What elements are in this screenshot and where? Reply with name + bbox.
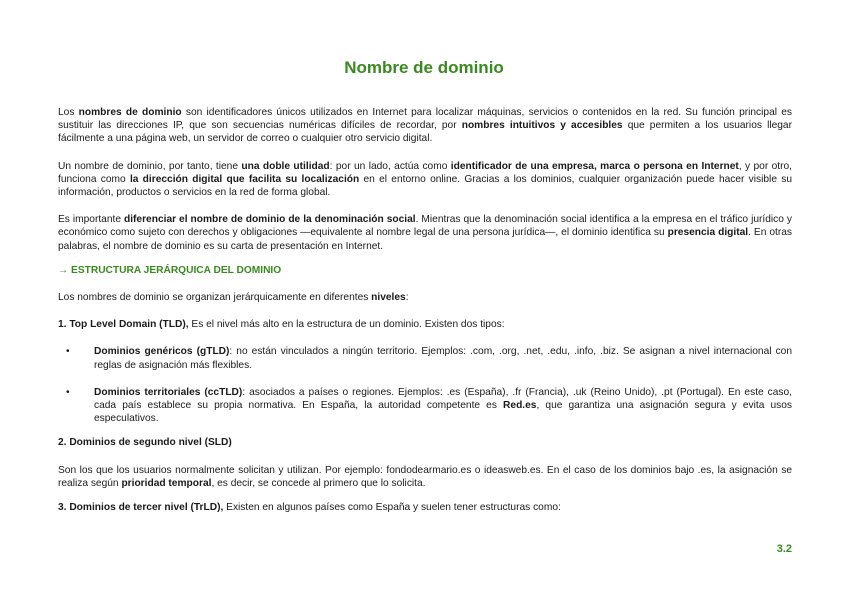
bold-text: presencia digital [667, 227, 749, 239]
bold-text: 3. Dominios de tercer nivel (TrLD), [58, 502, 224, 514]
bold-text: nombres intuitivos y accesibles [461, 120, 623, 132]
paragraph-intro [58, 106, 792, 146]
paragraph-levels [58, 291, 792, 304]
text-run: son identificadores únicos utilizados en Internet para localizar máquinas, servicios o contenidos en la red. Su función principal es sustituir las direcciones IP, que son secuencias numéricas difíciles de recordar, por [58, 107, 792, 132]
bold-text: diferenciar el nombre de dominio de la denominación social [123, 214, 416, 226]
bold-text: Dominios territoriales (ccTLD) [94, 386, 243, 398]
paragraph-sld [58, 464, 792, 490]
bold-text: prioridad temporal [121, 477, 212, 489]
text-run: Es importante [58, 214, 124, 226]
text-run: que permiten a los usuarios llegar fácilmente a una página web, un servidor de correo o cualquier otro servicio digital. [58, 120, 792, 145]
list-item [58, 345, 792, 371]
section-heading: → ESTRUCTURA JERÁRQUICA DEL DOMINIO [58, 264, 282, 276]
bullet-icon: • [66, 386, 70, 398]
document-body [58, 106, 792, 514]
bold-text: Dominios genéricos (gTLD) [94, 346, 230, 358]
bullet-icon: • [66, 346, 70, 358]
page-number: 3.2 [776, 543, 792, 555]
bullet-text [94, 386, 792, 426]
bold-text: identificador de una empresa, marca o persona en Internet [450, 160, 739, 172]
text-run: Existen en algunos países como España y suelen tener estructuras como: [223, 502, 561, 514]
bold-text: 1. Top Level Domain (TLD), [58, 319, 189, 331]
text-run: Es el nivel más alto en la estructura de un dominio. Existen dos tipos: [188, 319, 505, 331]
text-run: , es decir, se concede al primero que lo solicita. [211, 477, 426, 489]
text-run: Los nombres de dominio se organizan jerárquicamente en diferentes [58, 292, 372, 304]
heading-sld [58, 436, 792, 449]
text-run: en el entorno online. Gracias a los dominios, cualquier organización puede hacer visible su información, productos o servicios en la red de forma global. [58, 173, 792, 199]
paragraph-utility [58, 160, 792, 200]
text-run: : [405, 292, 409, 304]
text-run: , y por otro, funciona como [58, 160, 792, 185]
text-run: Un nombre de dominio, por tanto, tiene [58, 160, 242, 172]
bold-text: la dirección digital que facilita su localización [129, 173, 360, 185]
bold-text: Red.es [503, 400, 537, 412]
text-run: Los [58, 107, 79, 118]
text-run: . Mientras que la denominación social identifica a la empresa en el tráfico jurídico y económico como sujeto con derechos y obligaciones —equivalente al nombre legal de una persona jurídica—, el dominio identifica su [58, 214, 792, 239]
text-run: : no están vinculados a ningún territorio. Ejemplos: .com, .org, .net, .edu, .info, .biz. Se asignan a nivel internacional con reglas de asignación más flexibles. [94, 346, 792, 371]
text-run: : asociados a países o regiones. Ejemplos: .es (España), .fr (Francia), .uk (Reino Unido), .pt (Portugal). En este caso, cada país establece su propia normativa. En España, la autoridad competente es [94, 386, 792, 412]
text-run: . En otras palabras, el nombre de dominio es su carta de presentación en Internet. [58, 227, 792, 252]
heading-trld [58, 501, 792, 514]
paragraph-difference [58, 213, 792, 253]
bold-text: nombres de dominio [78, 107, 182, 118]
bold-text: niveles [371, 292, 406, 304]
text-run: , que garantiza una asignación segura y evita usos especulativos. [94, 400, 792, 425]
bold-text: 2. Dominios de segundo nivel (SLD) [58, 437, 232, 449]
text-run: : por un lado, actúa como [329, 160, 451, 172]
list-item [58, 386, 792, 426]
page-title: Nombre de dominio [344, 58, 504, 77]
text-run: Son los que los usuarios normalmente solicitan y utilizan. Por ejemplo: fondodearmario.es o ideasweb.es. En el caso de los dominios bajo .es, la asignación se realiza según [58, 464, 792, 489]
bold-text: una doble utilidad [241, 160, 330, 172]
heading-tld [58, 318, 792, 331]
bullet-text [94, 345, 792, 371]
